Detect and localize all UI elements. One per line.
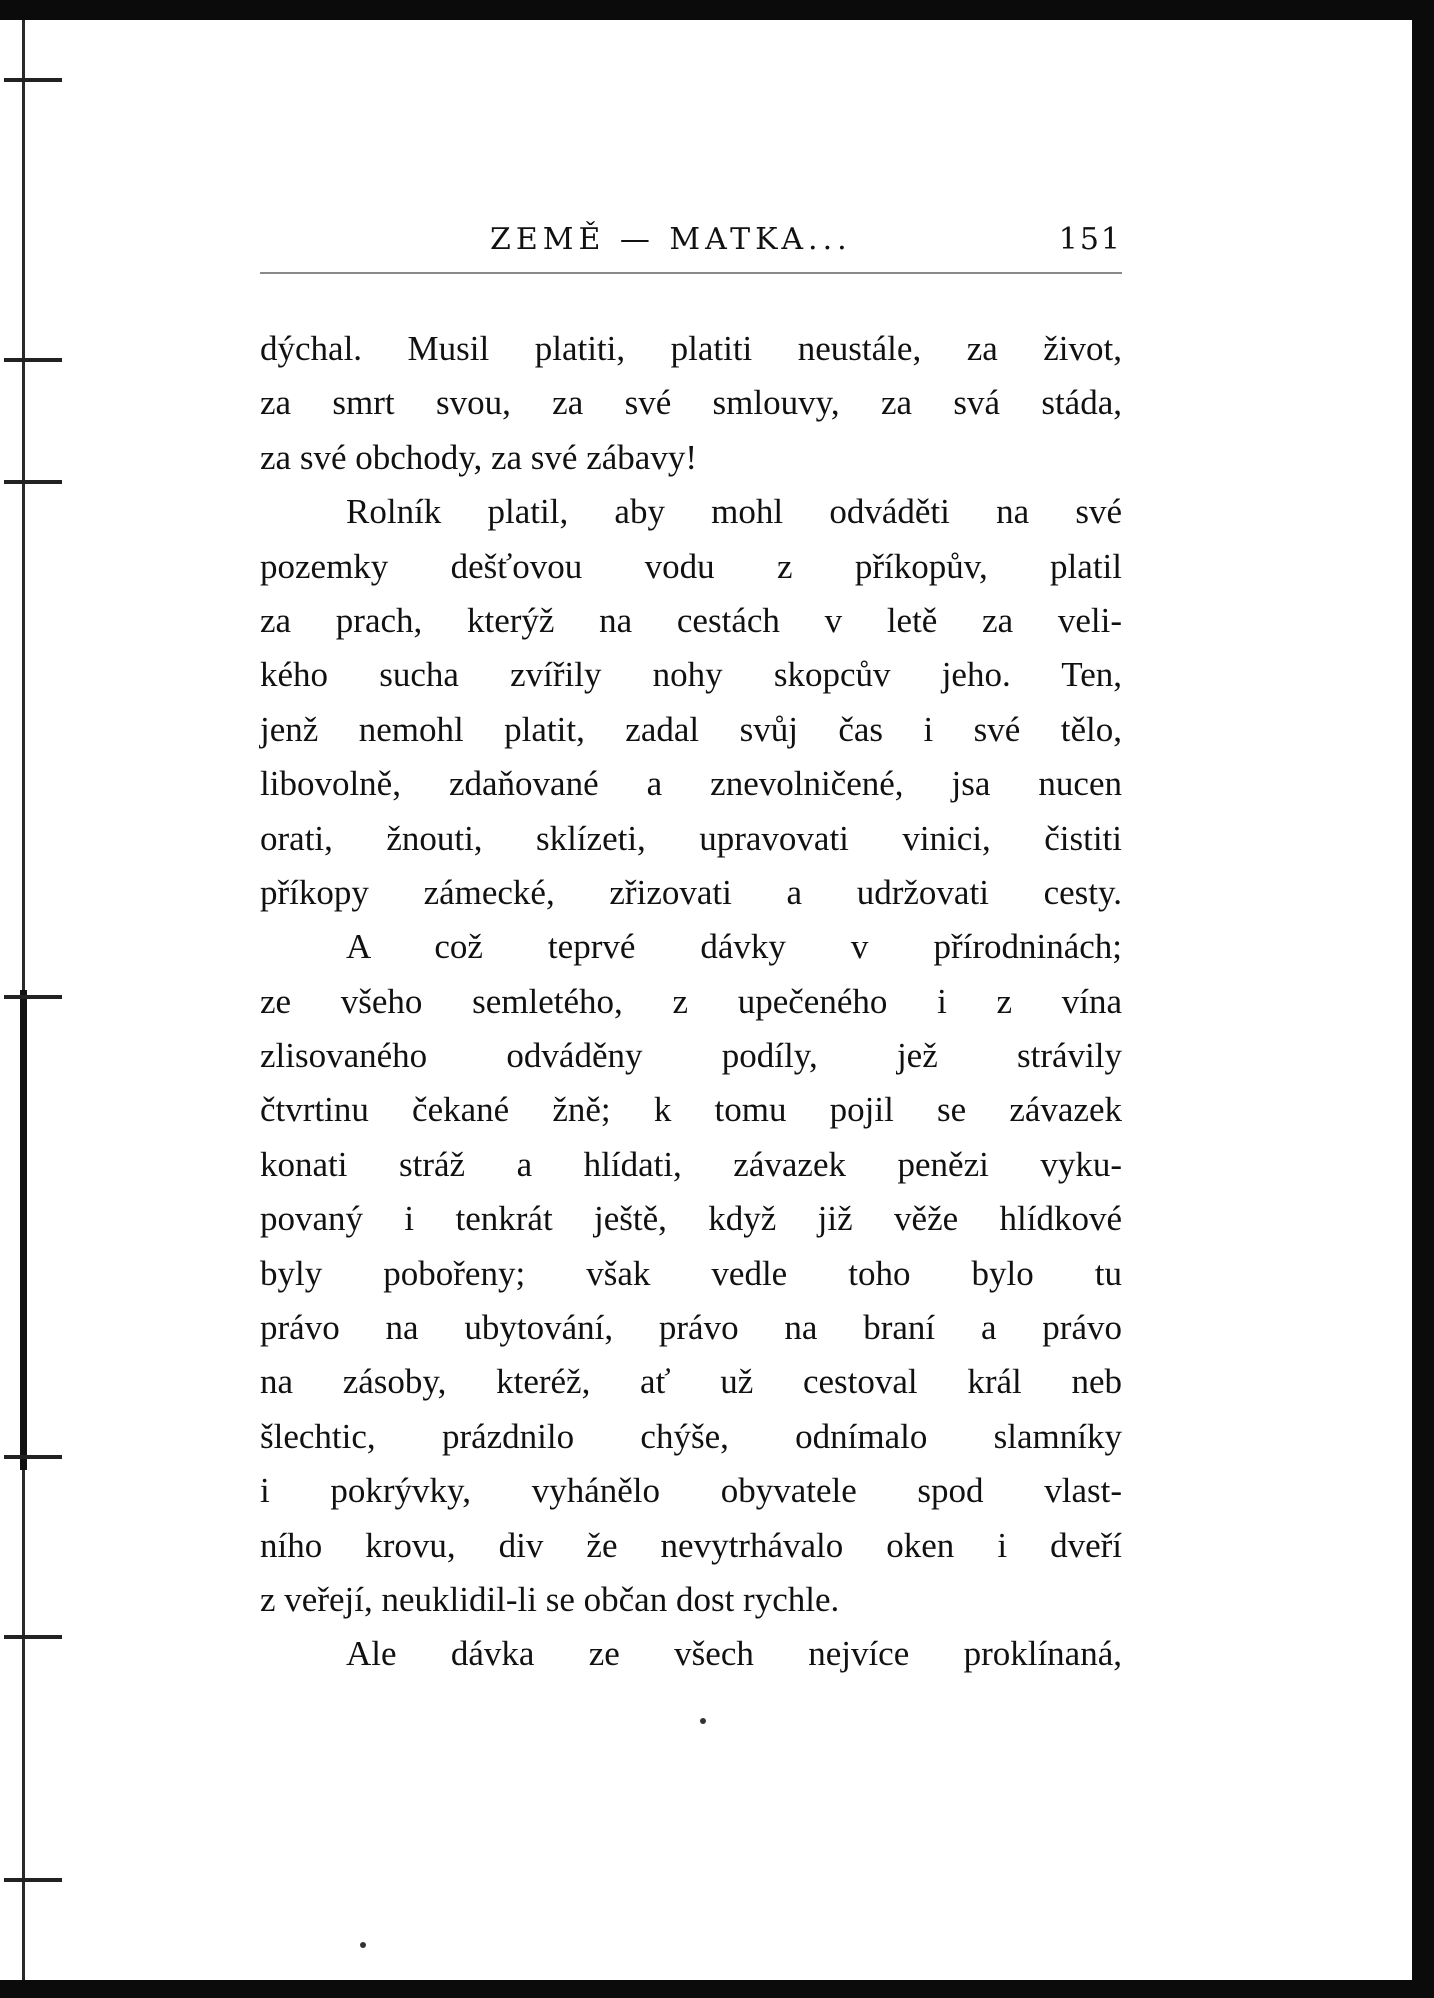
paper-speck [360,1942,366,1948]
text-line: šlechtic, prázdnilo chýše, odnímalo slamníky [260,1416,1122,1456]
text-line: ze všeho semletého, z upečeného i z vína [260,981,1122,1021]
binding-mark [4,1878,62,1882]
text-line: za prach, kterýž na cestách v letě za veli- [260,600,1122,640]
text-line: čtvrtinu čekané žně; k tomu pojil se závazek [260,1090,1122,1130]
text-line: ního krovu, div že nevytrhávalo oken i dveří [260,1525,1122,1565]
binding-mark [4,480,62,484]
text-line: zlisovaného odváděny podíly, jež strávily [260,1036,1122,1076]
text-line: Ale dávka ze všech nejvíce proklínaná, [346,1634,1122,1674]
binding-mark [4,1635,62,1639]
text-line: za smrt svou, za své smlouvy, za svá stáda, [260,383,1122,423]
text-line: z veřejí, neuklidil-li se občan dost rychle. [260,1579,840,1619]
scan-border-top [0,0,1434,20]
text-line: za své obchody, za své zábavy! [260,437,697,477]
text-line: povaný i tenkrát ještě, když již věže hlídkové [260,1199,1122,1239]
binding-mark [4,78,62,82]
running-head: ZEMĚ — MATKA... [490,222,852,257]
page-header [260,222,1122,262]
text-line: libovolně, zdaňované a znevolničené, jsa nucen [260,764,1122,804]
body-text [260,322,1122,1682]
text-line: i pokrývky, vyhánělo obyvatele spod vlast- [260,1471,1122,1511]
binding-mark [4,1455,62,1459]
binding-edge-thick [20,990,27,1470]
text-line: kého sucha zvířily nohy skopcův jeho. Ten, [260,655,1122,695]
text-line: A což teprvé dávky v přírodninách; [346,927,1122,967]
paper-speck [700,1718,706,1724]
scan-border-bottom [0,1980,1434,1998]
text-line: konati stráž a hlídati, závazek penězi vyku- [260,1144,1122,1184]
header-rule [260,272,1122,274]
scan-border-right [1412,0,1434,1998]
text-line: byly pobořeny; však vedle toho bylo tu [260,1253,1122,1293]
text-line: na zásoby, kteréž, ať už cestoval král neb [260,1362,1122,1402]
text-line: orati, žnouti, sklízeti, upravovati vinici, čistiti [260,818,1122,858]
page-number: 151 [1058,222,1122,257]
text-line: pozemky dešťovou vodu z příkopův, platil [260,546,1122,586]
binding-mark [4,995,62,999]
text-line: jenž nemohl platit, zadal svůj čas i své tělo, [260,709,1122,749]
text-line: Rolník platil, aby mohl odváděti na své [346,492,1122,532]
binding-mark [4,358,62,362]
text-line: právo na ubytování, právo na braní a právo [260,1308,1122,1348]
text-line: příkopy zámecké, zřizovati a udržovati cesty. [260,872,1122,912]
text-line: dýchal. Musil platiti, platiti neustále, za život, [260,329,1122,368]
